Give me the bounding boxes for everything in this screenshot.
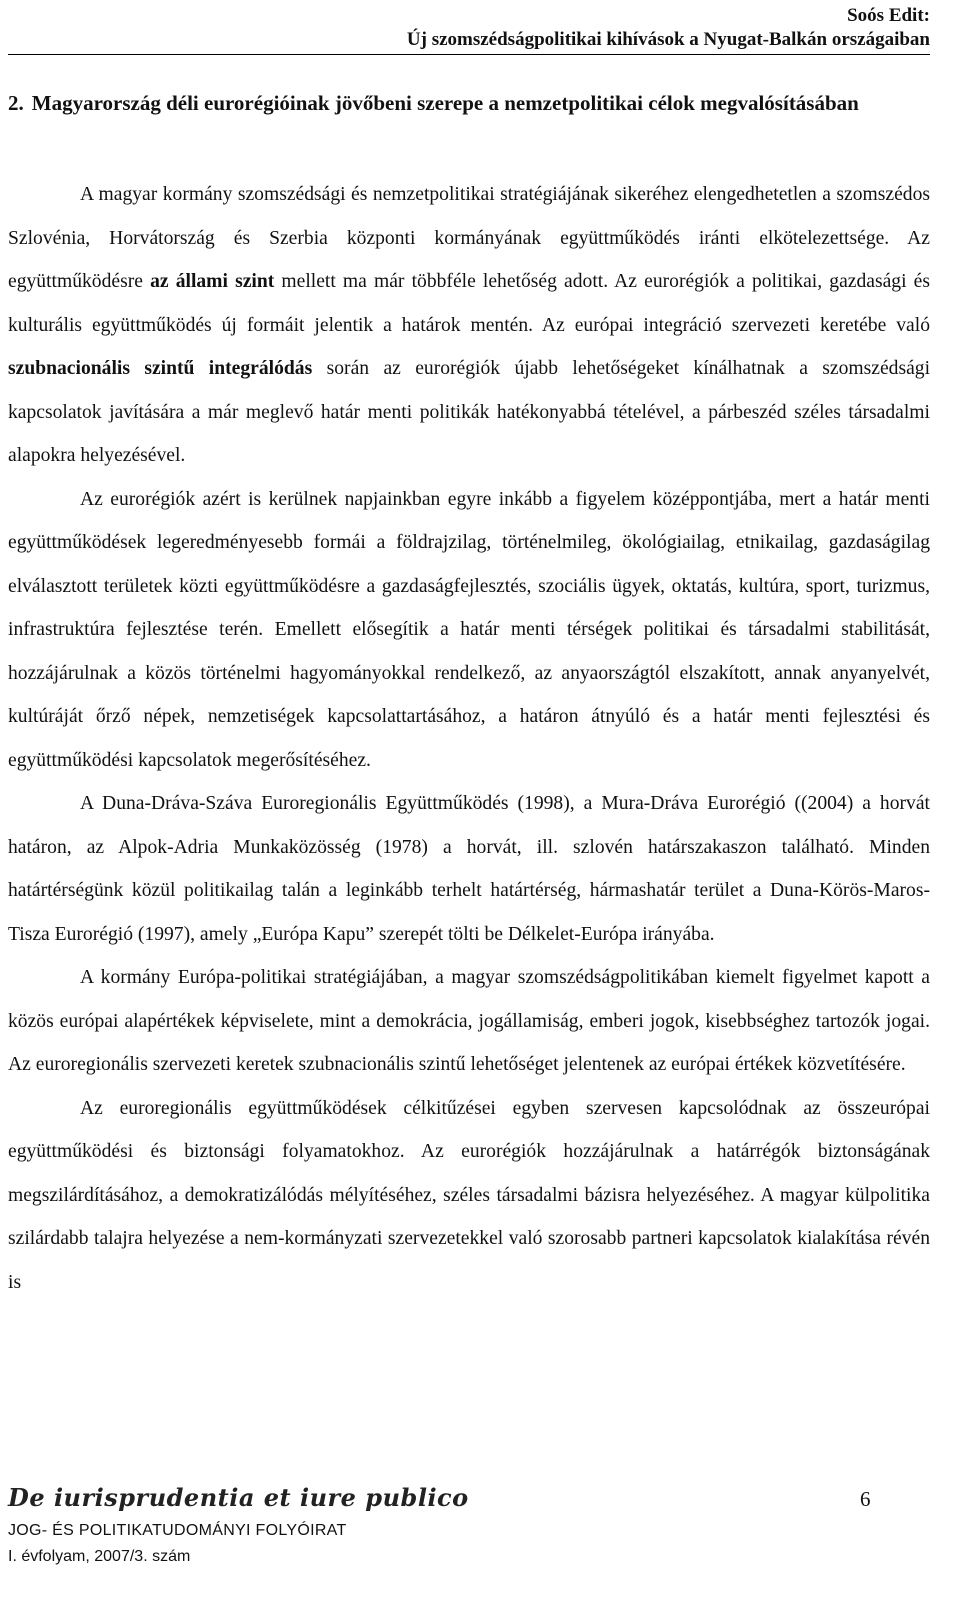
paragraph: A Duna-Dráva-Száva Euroregionális Együttműködés (1998), a Mura-Dráva Eurorégió ((2004) a horvát határon, az Alpok-Adria Munkaközösség (1978) a horvát, ill. szlovén határszakaszon található. Minden határtérségünk közül politikailag talán a leginkább terhelt határtérség, hármashatár terület a Duna-Körös-Maros-Tisza Eurorégió (1997), amely „Európa Kapu” szerepét tölti be Délkelet-Európa irányába. bbox=[8, 793, 930, 945]
journal-logo-text: De iurisprudentia et iure publico bbox=[8, 1483, 469, 1512]
paragraph-text: során az eurorégiók újabb lehetőségeket kínálhatnak a szomszédsági kapcsolatok javítására a már meglevő határ menti politikák hatékonyabbá tételével, a párbeszéd széles társadalmi alapokra helyezésével. bbox=[8, 358, 931, 466]
article-body bbox=[8, 88, 930, 1304]
paragraph: Az eurorégiók azért is kerülnek napjainkban egyre inkább a figyelem középpontjába, mert a határ menti együttműködések legeredményesebb formái a földrajzilag, történelmileg, ökológiailag, etnikailag, gazdaságilag elválasztott területek közti együttműködésre a gazdaságfejlesztés, szociális ügyek, oktatás, kultúra, sport, turizmus, infrastruktúra fejlesztése terén. Emellett elősegítik a határ menti térségek politikai és társadalmi stabilitását, hozzájárulnak a közös történelmi hagyományokkal rendelkező, az anyaországtól elszakított, annak anyanyelvét, kultúráját őrző népek, nemzetiségek kapcsolattartásához, a határon átnyúló és a határ menti fejlesztési és együttműködési kapcsolatok megerősítéséhez. bbox=[8, 488, 930, 771]
section-title: Magyarország déli eurorégióinak jövőbeni szerepe a nemzetpolitikai célok megvalósításában bbox=[31, 91, 859, 115]
paragraph bbox=[8, 173, 930, 478]
journal-name: JOG- ÉS POLITIKATUDOMÁNYI FOLYÓIRAT bbox=[8, 1522, 347, 1539]
header-author: Soós Edit: bbox=[847, 5, 930, 26]
emphasis-text: szubnacionális szintű integrálódás bbox=[8, 358, 313, 379]
emphasis-text: az állami szint bbox=[150, 271, 275, 292]
paragraph-text: A magyar kormány szomszédsági és nemzetpolitikai stratégiájának sikeréhez elengedhetetlen a szomszédos Szlovénia, Horvátország és Szerbia központi kormányának együttműködés iránti elkötelezettsége. Az együttműködésre bbox=[8, 184, 930, 292]
page-number: 6 bbox=[860, 1487, 871, 1511]
section-heading bbox=[8, 88, 930, 119]
header-divider bbox=[8, 54, 930, 55]
header-title: Új szomszédságpolitikai kihívások a Nyugat-Balkán országaiban bbox=[406, 29, 930, 50]
journal-issue: I. évfolyam, 2007/3. szám bbox=[8, 1548, 191, 1565]
running-header bbox=[10, 4, 930, 52]
section-number: 2. bbox=[8, 91, 24, 115]
paragraph: Az euroregionális együttműködések célkitűzései egyben szervesen kapcsolódnak az összeurópai együttműködési és biztonsági folyamatokhoz. Az eurorégiók hozzájárulnak a határrégók biztonságának megszilárdításához, a demokratizálódás mélyítéséhez, széles társadalmi bázisra helyezéséhez. A magyar külpolitika szilárdabb talajra helyezése a nem-kormányzati szervezetekkel való szorosabb partneri kapcsolatok kialakítása révén is bbox=[8, 1097, 930, 1293]
paragraph: A kormány Európa-politikai stratégiájában, a magyar szomszédságpolitikában kiemelt figyelmet kapott a közös európai alapértékek képviselete, mint a demokrácia, jogállamiság, emberi jogok, kisebbséghez tartozók jogai. Az euroregionális szervezeti keretek szubnacionális szintű lehetőséget jelentenek az európai értékek közvetítésére. bbox=[8, 967, 930, 1075]
paragraph-text: mellett ma már többféle lehetőség adott. Az eurorégiók a politikai, gazdasági és kulturális együttműködés új formáit jelentik a határok mentén. Az európai integráció szervezeti keretébe való bbox=[8, 271, 930, 336]
